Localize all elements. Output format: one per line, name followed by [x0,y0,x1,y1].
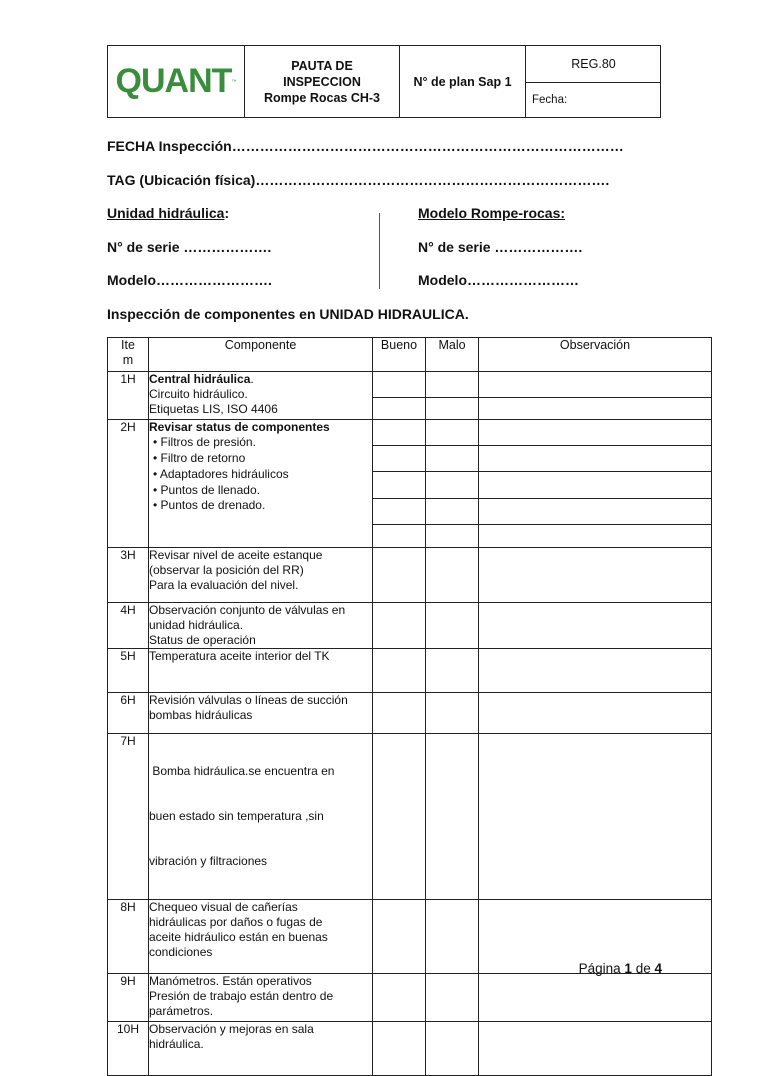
bueno-checkbox[interactable] [373,693,426,734]
component-title: Central hidráulica [149,372,251,386]
observacion-field[interactable] [479,1022,712,1076]
document-title [245,46,400,117]
table-row [108,974,712,1022]
malo-checkbox[interactable] [426,974,479,1022]
section-title: Inspección de componentes en UNIDAD HIDRAULICA. [107,306,469,322]
observacion-field[interactable] [479,472,712,499]
component-line: Bomba hidráulica.se encuentra en [149,764,335,778]
component-line: vibración y filtraciones [149,854,268,868]
malo-checkbox[interactable] [426,603,479,649]
table-row [108,603,712,649]
total-pages: 4 [654,961,662,976]
left-modelo-field[interactable]: Modelo……………………. [107,272,272,288]
bullet-text: Puntos de llenado. [160,483,260,497]
bullet-dot-icon: • [153,435,158,449]
right-modelo-field[interactable]: Modelo…………………… [418,272,579,288]
left-serie-field[interactable]: N° de serie ………………. [107,239,272,255]
item-cell: 8H [108,900,149,974]
bueno-checkbox[interactable] [373,548,426,603]
observacion-field[interactable] [479,499,712,525]
observacion-field[interactable] [479,525,712,548]
item-cell: 1H [108,372,149,420]
observacion-field[interactable] [479,372,712,398]
component-cell [149,1022,373,1076]
unidad-hidraulica-title: Unidad hidráulica [107,205,225,221]
malo-checkbox[interactable] [426,499,479,525]
bullet-text: Puntos de drenado. [160,498,266,512]
malo-checkbox[interactable] [426,734,479,900]
item-cell: 5H [108,649,149,693]
item-cell: 10H [108,1022,149,1076]
observacion-field[interactable] [479,548,712,603]
header-item [108,338,149,372]
observacion-field[interactable] [479,398,712,420]
malo-checkbox[interactable] [426,472,479,499]
component-line: Circuito hidráulico. [149,387,248,401]
title-line-1: PAUTA DE [291,58,353,73]
bullet-item [149,467,372,482]
logo-trademark: ™ [231,78,237,85]
component-line: Presión de trabajo están dentro de [149,989,334,1003]
component-line: Etiquetas LIS, ISO 4406 [149,402,278,416]
page-footer [579,961,662,976]
malo-checkbox[interactable] [426,525,479,548]
item-cell: 2H [108,420,149,548]
bullet-text: Adaptadores hidráulicos [159,467,289,481]
component-cell [149,900,373,974]
bullet-item [149,451,372,466]
component-line: Para la evaluación del nivel. [149,578,299,592]
component-line: Observación y mejoras en sala [149,1022,314,1036]
bueno-checkbox[interactable] [373,900,426,974]
item-cell: 4H [108,603,149,649]
component-line: Chequeo visual de cañerías [149,900,298,914]
de-label: de [635,961,651,976]
malo-checkbox[interactable] [426,1022,479,1076]
table-row [108,693,712,734]
bullet-item [149,483,372,498]
item-cell: 7H [108,734,149,900]
malo-checkbox[interactable] [426,649,479,693]
observacion-field[interactable] [479,420,712,446]
header-componente: Componente [149,338,373,372]
bueno-checkbox[interactable] [373,525,426,548]
component-line: parámetros. [149,1004,214,1018]
component-line: buen estado sin temperatura ,sin [149,809,324,823]
table-row [108,1022,712,1076]
unidad-hidraulica-heading [107,205,229,221]
table-header-row [108,338,712,372]
bueno-checkbox[interactable] [373,649,426,693]
observacion-field[interactable] [479,446,712,472]
malo-checkbox[interactable] [426,446,479,472]
header-item-line-1: Ite [121,338,135,352]
item-cell: 9H [108,974,149,1022]
component-line: Manómetros. Están operativos [149,974,312,988]
component-line: hidráulicas por daños o fugas de [149,915,323,929]
bueno-checkbox[interactable] [373,446,426,472]
item-cell: 3H [108,548,149,603]
right-serie-field[interactable]: N° de serie ………………. [418,239,583,255]
observacion-field[interactable] [479,974,712,1022]
component-line: aceite hidráulico están en buenas [149,930,328,944]
malo-checkbox[interactable] [426,693,479,734]
malo-checkbox[interactable] [426,900,479,974]
malo-checkbox[interactable] [426,372,479,398]
observacion-field[interactable] [479,649,712,693]
fecha-field[interactable]: Fecha: [532,94,568,106]
component-title: Revisar status de componentes [149,420,330,434]
malo-checkbox[interactable] [426,398,479,420]
bullet-dot-icon: • [153,498,158,512]
component-cell [149,649,373,693]
component-line: condiciones [149,945,213,959]
item-cell: 6H [108,693,149,734]
current-page: 1 [624,961,632,976]
malo-checkbox[interactable] [426,420,479,446]
table-row [108,548,712,603]
fecha-inspeccion-line[interactable]: FECHA Inspección………………………………………………………………………… [107,138,624,154]
unidad-hidraulica-colon: : [224,205,230,221]
component-cell [149,372,373,420]
company-logo [108,46,245,117]
malo-checkbox[interactable] [426,548,479,603]
component-line: hidráulica. [149,1037,204,1051]
component-cell [149,603,373,649]
component-line: Temperatura aceite interior del TK [149,649,330,663]
component-title-suffix: . [250,372,254,386]
bueno-checkbox[interactable] [373,499,426,525]
component-line: (observar la posición del RR) [149,563,304,577]
bueno-checkbox[interactable] [373,420,426,446]
bueno-checkbox[interactable] [373,1022,426,1076]
header-item-line-2: m [122,353,134,367]
bueno-checkbox[interactable] [373,398,426,420]
component-line: Observación conjunto de válvulas en [149,603,346,617]
table-row [108,372,712,398]
modelo-rompe-rocas-heading: Modelo Rompe-rocas: [418,205,566,221]
bullet-text: Filtros de presión. [160,435,256,449]
column-divider [379,213,380,289]
bullet-text: Filtro de retorno [160,451,246,465]
header-bueno: Bueno [373,338,426,372]
header-malo: Malo [426,338,479,372]
title-line-3: Rompe Rocas CH-3 [264,90,380,105]
component-line: Revisión válvulas o líneas de succión [149,693,348,707]
bullet-dot-icon: • [153,467,158,481]
bueno-checkbox[interactable] [373,603,426,649]
bullet-item [149,435,372,450]
bullet-dot-icon: • [153,451,158,465]
document-header [107,45,661,118]
component-line: Status de operación [149,633,256,647]
bueno-checkbox[interactable] [373,472,426,499]
bullet-dot-icon: • [153,483,158,497]
table-row [108,649,712,693]
observacion-field[interactable] [479,603,712,649]
tag-line[interactable]: TAG (Ubicación física)…………………………………………………………………. [107,172,610,188]
reg-block [526,46,661,117]
component-line: unidad hidráulica. [149,618,244,632]
bueno-checkbox[interactable] [373,974,426,1022]
bullet-item [149,498,372,513]
pagina-label: Página [578,961,621,976]
observacion-field[interactable] [479,734,712,900]
component-cell [149,974,373,1022]
observacion-field[interactable] [479,693,712,734]
logo-text: QUANT [115,62,232,100]
bueno-checkbox[interactable] [373,372,426,398]
component-cell [149,420,373,548]
component-cell [149,548,373,603]
component-line: Revisar nivel de aceite estanque [149,548,323,562]
table-row [108,420,712,446]
component-cell [149,734,373,900]
title-line-2: INSPECCION [283,74,361,89]
reg-code: REG.80 [526,46,661,83]
header-observacion: Observación [479,338,712,372]
component-line: bombas hidráulicas [149,708,253,722]
table-row [108,734,712,900]
plan-sap-label: N° de plan Sap 1 [400,46,526,117]
component-cell [149,693,373,734]
bueno-checkbox[interactable] [373,734,426,900]
